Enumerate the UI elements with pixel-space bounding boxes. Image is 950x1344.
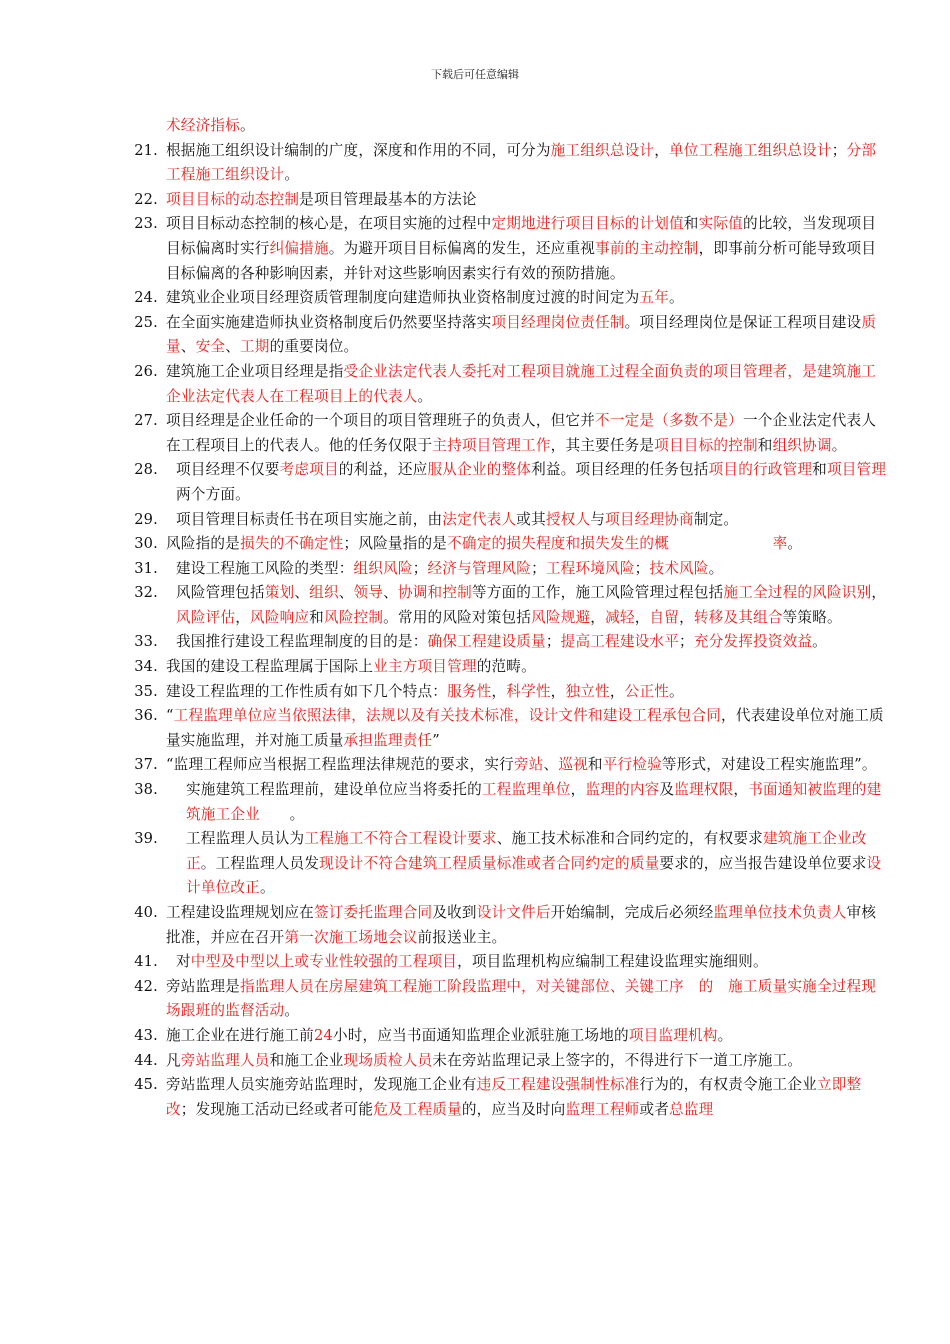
text-segment: ；发现施工活动已经或者可能 xyxy=(180,1100,374,1118)
item-number: 30. xyxy=(134,535,158,553)
text-segment: ， xyxy=(654,141,669,159)
text-segment: 。 xyxy=(259,879,275,897)
highlighted-answer: 组织风险 xyxy=(353,559,413,577)
item-text xyxy=(166,680,890,705)
highlighted-answer: 减轻 xyxy=(605,608,635,626)
highlighted-answer: 组织协调 xyxy=(772,436,832,454)
highlighted-answer: 监理权限 xyxy=(674,781,734,799)
highlighted-answer: 指监理人员在房屋建筑工程施工阶段监理中，对关键部位、关键工序 的 施工质量实施全过程现场跟班的监督活动 xyxy=(166,977,877,1020)
text-segment: 建设工程监理的工作性质有如下几个特点： xyxy=(166,682,448,700)
highlighted-answer: 平行检验 xyxy=(602,756,662,774)
list-item xyxy=(130,508,890,533)
text-segment: ；风险量指的是 xyxy=(343,535,448,553)
list-item xyxy=(130,950,890,975)
highlighted-answer: 单位工程施工组织总设计 xyxy=(669,141,832,159)
highlighted-answer: 项目目标的动态控制 xyxy=(166,190,300,208)
highlighted-answer: 危及工程质量 xyxy=(373,1100,462,1118)
item-number: 33. xyxy=(134,633,158,651)
text-segment: 开始编制，完成后必须经 xyxy=(550,904,714,921)
text-segment: 、 xyxy=(180,338,196,356)
text-segment: 。 xyxy=(669,682,684,700)
text-segment: ； xyxy=(412,559,428,577)
list-item xyxy=(130,704,890,753)
text-segment: 施工企业在进行施工前 xyxy=(166,1026,314,1044)
text-segment: ” xyxy=(432,731,440,749)
text-segment: 和施工企业 xyxy=(269,1051,344,1069)
text-segment: ， xyxy=(570,781,586,799)
item-number: 22. xyxy=(134,190,158,208)
item-text xyxy=(176,557,890,582)
text-segment: 是项目管理最基本的方法论 xyxy=(299,190,477,208)
text-segment: 。工程监理人员发 xyxy=(200,854,320,872)
item-number: 28. xyxy=(134,461,158,479)
item-number xyxy=(130,114,166,139)
text-segment: 。 xyxy=(812,633,827,651)
text-segment: 风险管理包括 xyxy=(176,584,265,602)
text-segment: ； xyxy=(679,633,694,651)
text-segment: 。 xyxy=(239,117,255,134)
highlighted-answer: 安全 xyxy=(195,338,226,356)
text-segment: 。 xyxy=(708,559,724,577)
item-text xyxy=(166,286,890,311)
item-text xyxy=(166,753,890,778)
text-segment: ， xyxy=(491,682,507,700)
item-number: 27. xyxy=(134,412,158,430)
text-segment: 。 xyxy=(831,436,847,454)
highlighted-answer: 业主方项目管理 xyxy=(373,658,477,676)
item-text xyxy=(166,409,890,458)
item-text xyxy=(166,139,890,188)
text-segment: 、 xyxy=(543,756,559,774)
item-text xyxy=(186,827,890,901)
highlighted-answer: 项目的行政管理 xyxy=(708,461,813,479)
text-segment: 的比较，当发现项目目标偏离时实行 xyxy=(166,215,877,257)
text-segment: 等方面的工作，施工风险管理过程包括 xyxy=(471,584,724,602)
text-segment: ， xyxy=(679,608,694,626)
highlighted-answer: 术经济指标 xyxy=(166,117,240,134)
item-text xyxy=(176,950,890,975)
highlighted-answer: 巡视 xyxy=(558,756,588,774)
item-number: 34. xyxy=(134,658,158,676)
list-item xyxy=(130,557,890,582)
list-item xyxy=(130,458,890,507)
list-item xyxy=(130,975,890,1024)
highlighted-answer: 确保工程建设质量 xyxy=(427,633,546,651)
text-segment: ， xyxy=(609,682,625,700)
document-body xyxy=(130,114,890,1122)
highlighted-answer: 科学性 xyxy=(506,682,551,700)
item-number: 37. xyxy=(134,756,158,774)
highlighted-answer: 承担监理责任 xyxy=(343,731,433,749)
highlighted-answer: 策划 xyxy=(264,584,295,602)
text-segment: ， xyxy=(235,608,250,626)
item-text xyxy=(166,901,890,950)
text-segment: 工程监理人员认为 xyxy=(186,830,305,848)
item-text xyxy=(166,1024,890,1049)
item-number: 41. xyxy=(134,953,158,971)
text-segment: 对 xyxy=(176,953,191,971)
item-text xyxy=(166,360,890,409)
highlighted-answer: 风险控制 xyxy=(323,608,384,626)
text-segment: ，即事前分析可能导致项目目标偏离的各种影响因素，并针对这些影响因素实行有效的预防措施。 xyxy=(166,239,877,282)
item-number: 45. xyxy=(134,1076,158,1094)
text-segment: 风险指的是 xyxy=(166,535,240,553)
highlighted-answer: 工程施工不符合工程设计要求 xyxy=(304,830,497,848)
text-segment: 、 xyxy=(338,584,354,602)
highlighted-answer: 受企业法定代表人委托对工程项目就施工过程全面负责的项目管理者，是建筑施工企业法定代表人在工程项目上的代表人 xyxy=(166,362,877,405)
highlighted-answer: 总监理 xyxy=(669,1100,714,1118)
highlighted-answer: 施工组织总设计 xyxy=(550,141,655,159)
item-number: 44. xyxy=(134,1051,158,1069)
text-segment: ，其主要任务是 xyxy=(550,436,655,454)
highlighted-answer: 服务性 xyxy=(447,682,492,700)
text-segment: 我国推行建设工程监理制度的目的是： xyxy=(176,633,428,651)
text-segment: 。 xyxy=(669,289,684,307)
text-segment: ， xyxy=(550,682,566,700)
list-item xyxy=(130,581,890,630)
highlighted-answer: 不确定的损失程度和损失发生的概 率 xyxy=(447,535,788,553)
highlighted-answer: 五年 xyxy=(639,289,669,307)
item-text xyxy=(166,532,890,557)
item-text xyxy=(176,630,890,655)
text-segment: 两个方面。 xyxy=(176,485,250,503)
item-text xyxy=(166,1073,890,1122)
highlighted-answer: 纠偏措施 xyxy=(269,239,329,257)
highlighted-answer: 领导 xyxy=(353,584,384,602)
item-text xyxy=(176,581,890,630)
highlighted-answer: 转移及其组合 xyxy=(693,608,783,626)
highlighted-answer: 风险规避 xyxy=(531,608,591,626)
item-text xyxy=(176,508,890,533)
list-item xyxy=(130,680,890,705)
text-segment: 旁站监理人员实施旁站监理时，发现施工企业有 xyxy=(166,1076,477,1094)
highlighted-answer: 签订委托监理合同 xyxy=(313,904,433,921)
item-number: 38. xyxy=(134,781,158,799)
text-segment: ； xyxy=(634,559,650,577)
text-segment: 利益。项目经理的任务包括 xyxy=(531,461,709,479)
text-segment: 或其 xyxy=(516,510,546,528)
text-segment: 和 xyxy=(683,215,699,233)
highlighted-answer: 考虑项目 xyxy=(279,461,339,479)
text-segment: ， xyxy=(590,608,606,626)
highlighted-answer: 建筑施工企业改正 xyxy=(186,830,867,872)
text-segment: 、 xyxy=(225,338,240,356)
text-segment: 等策略。 xyxy=(782,608,842,626)
highlighted-answer: 不一定是（多数不是） xyxy=(595,412,743,430)
text-segment: ，项目监理机构应编制工程建设监理实施细则。 xyxy=(457,953,768,971)
text-segment: ， xyxy=(733,781,749,799)
highlighted-answer: 实际值 xyxy=(698,215,743,233)
list-item xyxy=(130,360,890,409)
highlighted-answer: 项目监理机构 xyxy=(628,1026,718,1044)
text-segment: “监理工程师应当根据工程监理法律规范的要求，实行 xyxy=(166,756,514,774)
highlighted-answer: 法定代表人 xyxy=(442,510,517,528)
highlighted-answer: 工程监理单位 xyxy=(481,781,571,799)
highlighted-answer: 立即整改 xyxy=(166,1076,862,1118)
highlighted-answer: 设计单位改正 xyxy=(186,854,882,897)
highlighted-answer: 经济与管理风险 xyxy=(427,559,532,577)
list-item xyxy=(130,286,890,311)
highlighted-answer: 损失的不确定性 xyxy=(239,535,344,553)
text-segment: ； xyxy=(545,633,561,651)
highlighted-answer: 主持项目管理工作 xyxy=(432,436,551,454)
item-number: 26. xyxy=(134,362,158,380)
list-item xyxy=(130,139,890,188)
text-segment: 我国的建设工程监理属于国际上 xyxy=(166,658,374,676)
list-item xyxy=(130,901,890,950)
text-segment: 项目经理不仅要 xyxy=(176,461,280,479)
highlighted-answer: 风险评估 xyxy=(176,608,236,626)
highlighted-answer: 违反工程建设强制性标准 xyxy=(476,1076,640,1094)
text-segment: 旁站监理是 xyxy=(166,977,240,995)
highlighted-answer: 项目目标的控制 xyxy=(654,436,758,454)
text-segment: 项目经理是企业任命的一个项目的项目管理班子的负责人，但它并 xyxy=(166,412,596,430)
item-text xyxy=(176,458,890,507)
highlighted-answer: 授权人 xyxy=(545,510,591,528)
item-text xyxy=(166,655,890,680)
item-text xyxy=(166,212,890,286)
text-segment: 在全面实施建造师执业资格制度后仍然要坚持落实 xyxy=(166,313,492,331)
highlighted-answer: 自留 xyxy=(649,608,680,626)
text-segment: 。 xyxy=(717,1026,733,1044)
text-segment: 和 xyxy=(587,756,603,774)
text-segment: 的重要岗位。 xyxy=(269,338,359,356)
text-segment: 建筑施工企业项目经理是指 xyxy=(166,362,344,380)
text-segment: 、 xyxy=(294,584,310,602)
highlighted-answer: 工程环境风险 xyxy=(545,559,635,577)
page-header: 下载后可任意编辑 xyxy=(431,68,519,81)
text-segment: 前报送业主。 xyxy=(417,928,507,946)
highlighted-answer: 技术风险 xyxy=(649,559,709,577)
text-segment: 。项目经理岗位是保证工程项目建设 xyxy=(624,313,862,331)
list-item xyxy=(130,212,890,286)
text-segment: 。为避开项目目标偏离的发生，还应重视 xyxy=(328,239,596,257)
text-segment: ； xyxy=(831,141,847,159)
list-item xyxy=(130,1049,890,1074)
text-segment: 的利益，还应 xyxy=(338,461,428,479)
item-number: 39. xyxy=(134,830,158,848)
item-number: 40. xyxy=(134,904,158,921)
text-segment: 审核批准，并应在召开 xyxy=(166,904,877,946)
list-item xyxy=(130,753,890,778)
highlighted-answer: 风险响应 xyxy=(249,608,310,626)
highlighted-answer: 施工全过程的风险识别 xyxy=(723,584,872,602)
item-text xyxy=(166,975,890,1024)
highlighted-answer: 监理的内容 xyxy=(585,781,660,799)
highlighted-answer: 项目管理 xyxy=(826,461,887,479)
list-item xyxy=(130,311,890,360)
highlighted-answer: 协调和控制 xyxy=(397,584,472,602)
text-segment: 项目管理目标责任书在项目实施之前，由 xyxy=(176,510,443,528)
item-number: 29. xyxy=(134,510,158,528)
text-segment: 行为的，有权责令施工企业 xyxy=(639,1076,817,1094)
item-number: 32. xyxy=(134,584,158,602)
highlighted-answer: 项目经理岗位责任制 xyxy=(491,313,625,331)
highlighted-answer: 设计文件后 xyxy=(476,904,551,921)
list-item xyxy=(130,409,890,458)
list-item xyxy=(130,1073,890,1122)
highlighted-answer: 24 xyxy=(313,1026,333,1044)
text-segment: 、 xyxy=(383,584,398,602)
text-segment: 工程建设监理规划应在 xyxy=(166,904,314,921)
highlighted-answer: 中型及中型以上或专业性较强的工程项目 xyxy=(190,953,458,971)
text-segment: 建设工程施工风险的类型： xyxy=(176,559,354,577)
text-segment: 根据施工组织设计编制的广度，深度和作用的不同，可分为 xyxy=(166,141,551,159)
highlighted-answer: 工期 xyxy=(239,338,270,356)
highlighted-answer: 监理单位技术负责人 xyxy=(713,904,847,921)
highlighted-answer: 现设计不符合建筑工程质量标准或者合同约定的质量 xyxy=(319,854,660,872)
item-text xyxy=(186,778,890,827)
highlighted-answer: 监理工程师 xyxy=(565,1100,640,1118)
highlighted-answer: 工程监理单位应当依照法律，法规以及有关技术标准，设计文件和建设工程承包合同 xyxy=(173,707,722,725)
text-segment: 。 xyxy=(417,387,433,405)
text-segment: “ xyxy=(166,707,174,725)
text-segment: ，代表建设单位对施工质量实施监理，并对施工质量 xyxy=(166,707,884,749)
highlighted-answer: 书面通知被监理的建筑施工企业 xyxy=(186,781,882,823)
text-segment: 。 xyxy=(284,1002,300,1020)
list-item xyxy=(130,655,890,680)
highlighted-answer: 分部工程施工组织设计 xyxy=(166,141,877,184)
highlighted-answer: 提高工程建设水平 xyxy=(560,633,680,651)
item-number: 23. xyxy=(134,215,158,233)
text-segment: 。 xyxy=(284,166,300,184)
text-segment: ， xyxy=(634,608,650,626)
highlighted-answer: 现场质检人员 xyxy=(343,1051,433,1069)
item-number: 43. xyxy=(134,1026,158,1044)
text-segment: 的范畴。 xyxy=(476,658,536,676)
text-segment: 及收到 xyxy=(432,904,477,921)
highlighted-answer: 第一次施工场地会议 xyxy=(284,928,418,946)
text-segment: 一个企业法定代表人在工程项目上的代表人。他的任务仅限于 xyxy=(166,412,877,454)
text-segment: 的，应当及时向 xyxy=(461,1100,566,1118)
text-segment: 项目目标动态控制的核心是，在项目实施的过程中 xyxy=(166,215,492,233)
item-number: 25. xyxy=(134,313,158,331)
text-segment: 与 xyxy=(590,510,606,528)
item-number: 35. xyxy=(134,682,158,700)
list-item xyxy=(130,532,890,557)
text-segment: 凡 xyxy=(166,1051,181,1069)
item-text xyxy=(166,1049,890,1074)
highlighted-answer: 质量 xyxy=(166,313,877,356)
highlighted-answer: 服从企业的整体 xyxy=(427,461,532,479)
text-segment: 。 xyxy=(787,535,803,553)
highlighted-answer: 旁站监理人员 xyxy=(180,1051,270,1069)
list-item xyxy=(130,778,890,827)
text-segment: 、施工技术标准和合同约定的，有权要求 xyxy=(496,830,763,848)
highlighted-answer: 公正性 xyxy=(624,682,670,700)
text-segment: 未在旁站监理记录上签字的，不得进行下一道工序施工。 xyxy=(432,1051,803,1069)
item-text xyxy=(166,188,890,213)
text-segment: 和 xyxy=(757,436,773,454)
text-segment: 实施建筑工程监理前，建设单位应当将委托的 xyxy=(186,781,482,799)
highlighted-answer: 充分发挥投资效益 xyxy=(693,633,813,651)
text-segment: 。 xyxy=(259,805,305,823)
item-number: 36. xyxy=(134,707,158,725)
text-segment: 。常用的风险对策包括 xyxy=(383,608,532,626)
list-item xyxy=(130,114,890,139)
item-number: 42. xyxy=(134,977,158,995)
list-item xyxy=(130,188,890,213)
item-text xyxy=(166,114,890,139)
text-segment: 制定。 xyxy=(693,510,739,528)
highlighted-answer: 独立性 xyxy=(565,682,610,700)
item-number: 31. xyxy=(134,559,158,577)
text-segment: 建筑业企业项目经理资质管理制度向建造师执业资格制度过渡的时间定为 xyxy=(166,289,640,307)
highlighted-answer: 事前的主动控制 xyxy=(595,239,699,257)
text-segment: 要求的，应当报告建设单位要求 xyxy=(659,854,867,872)
highlighted-answer: 旁站 xyxy=(513,756,544,774)
item-number: 24. xyxy=(134,289,158,307)
list-item xyxy=(130,827,890,901)
item-text xyxy=(166,704,890,753)
highlighted-answer: 定期地进行项目目标的计划值 xyxy=(491,215,684,233)
list-item xyxy=(130,1024,890,1049)
text-segment: 及 xyxy=(659,781,675,799)
highlighted-answer: 组织 xyxy=(309,584,339,602)
text-segment: 和 xyxy=(812,461,827,479)
text-segment: 或者 xyxy=(639,1100,670,1118)
item-text xyxy=(166,311,890,360)
text-segment: ， xyxy=(871,584,887,602)
item-number: 21. xyxy=(134,141,158,159)
list-item xyxy=(130,630,890,655)
highlighted-answer: 项目经理协商 xyxy=(605,510,694,528)
text-segment: 和 xyxy=(309,608,324,626)
text-segment: ； xyxy=(531,559,546,577)
text-segment: 小时，应当书面通知监理企业派驻施工场地的 xyxy=(332,1026,629,1044)
text-segment: 等形式，对建设工程实施监理”。 xyxy=(661,756,877,774)
